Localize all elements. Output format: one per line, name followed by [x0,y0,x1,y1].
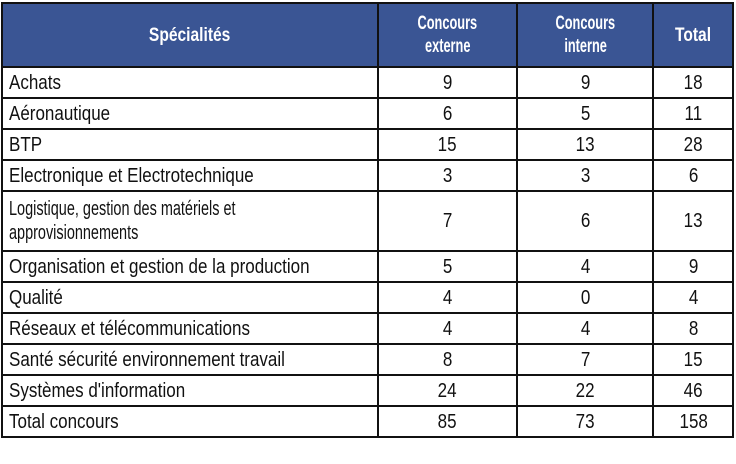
specialties-table [1,2,734,438]
header-line: interne [563,36,607,57]
total-cell: 6 [653,160,733,191]
specialty-cell: Qualité [2,282,378,313]
externe-cell: 9 [378,67,517,98]
header-line: Concours [417,13,478,34]
table-row [2,313,733,344]
header-concours-interne [517,3,653,67]
total-cell: 9 [653,251,733,282]
total-cell: 13 [653,191,733,251]
total-cell: 46 [653,375,733,406]
externe-cell: 85 [378,406,517,437]
specialty-cell [2,191,378,251]
label-line: approvisionnements [9,222,139,244]
total-cell: 11 [653,98,733,129]
externe-cell: 4 [378,282,517,313]
table-row [2,282,733,313]
total-cell: 4 [653,282,733,313]
specialty-cell: BTP [2,129,378,160]
table-row [2,191,733,251]
interne-cell: 4 [517,313,653,344]
interne-cell: 73 [517,406,653,437]
interne-cell: 6 [517,191,653,251]
total-cell: 158 [653,406,733,437]
table-header [2,3,733,67]
specialty-cell: Electronique et Electrotechnique [2,160,378,191]
interne-cell: 3 [517,160,653,191]
interne-cell: 4 [517,251,653,282]
total-cell: 15 [653,344,733,375]
table-row [2,160,733,191]
total-cell: 8 [653,313,733,344]
table-row [2,251,733,282]
externe-cell: 7 [378,191,517,251]
specialty-cell: Achats [2,67,378,98]
header-specialites: Spécialités [2,3,378,67]
externe-cell: 8 [378,344,517,375]
total-row [2,406,733,437]
interne-cell: 22 [517,375,653,406]
header-line: Concours [555,13,616,34]
specialty-cell: Aéronautique [2,98,378,129]
externe-cell: 15 [378,129,517,160]
table-row [2,67,733,98]
externe-cell: 5 [378,251,517,282]
specialty-cell: Réseaux et télécommunications [2,313,378,344]
externe-cell: 4 [378,313,517,344]
interne-cell: 5 [517,98,653,129]
interne-cell: 9 [517,67,653,98]
specialty-cell: Santé sécurité environnement travail [2,344,378,375]
table-row [2,98,733,129]
total-cell: 28 [653,129,733,160]
interne-cell: 13 [517,129,653,160]
interne-cell: 0 [517,282,653,313]
header-line: externe [424,36,471,57]
total-cell: 18 [653,67,733,98]
specialty-cell: Total concours [2,406,378,437]
header-total: Total [653,3,733,67]
specialty-cell: Organisation et gestion de la production [2,251,378,282]
externe-cell: 3 [378,160,517,191]
table-row [2,344,733,375]
header-concours-externe [378,3,517,67]
label-line: Logistique, gestion des matériels et [9,198,236,220]
table-row [2,375,733,406]
specialty-cell: Systèmes d'information [2,375,378,406]
interne-cell: 7 [517,344,653,375]
table-row [2,129,733,160]
externe-cell: 6 [378,98,517,129]
externe-cell: 24 [378,375,517,406]
